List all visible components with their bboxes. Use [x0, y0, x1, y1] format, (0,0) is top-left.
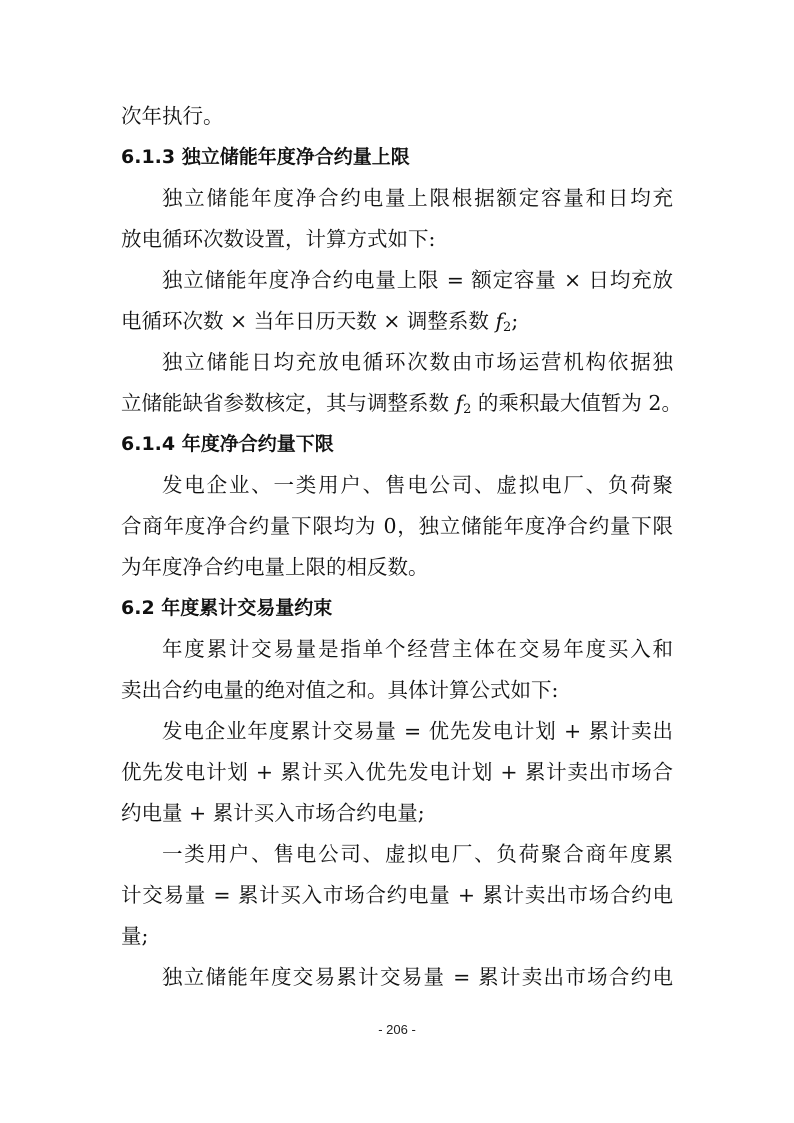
- formula-line: 优先发电计划 + 累计买入优先发电计划 + 累计卖出市场合: [121, 760, 673, 784]
- variable-f: f: [495, 309, 504, 333]
- formula-line: 独立储能年度净合约电量上限 = 额定容量 × 日均充放: [162, 268, 673, 292]
- variable-f: f: [455, 391, 464, 415]
- formula-text: 电循环次数 × 当年日历天数 × 调整系数: [121, 309, 496, 333]
- section-heading-6-2: 6.2 年度累计交易量约束: [121, 597, 333, 619]
- paragraph-line: 卖出合约电量的绝对值之和。具体计算公式如下:: [121, 678, 559, 702]
- paragraph-line: 为年度净合约电量上限的相反数。: [121, 555, 429, 579]
- paragraph-text-end: 的乘积最大值暂为 2。: [471, 391, 682, 415]
- variable-subscript: 2: [503, 320, 512, 335]
- paragraph-line: 放电循环次数设置，计算方式如下:: [121, 227, 436, 251]
- formula-end: ;: [511, 309, 519, 333]
- paragraph-line: 独立储能年度净合约电量上限根据额定容量和日均充: [162, 186, 673, 210]
- paragraph-line: 年度累计交易量是指单个经营主体在交易年度买入和: [162, 637, 673, 661]
- document-body: [121, 96, 682, 998]
- paragraph-line: 独立储能日均充放电循环次数由市场运营机构依据独: [162, 350, 673, 374]
- page-number: - 206 -: [378, 1022, 416, 1037]
- formula-line: 约电量 + 累计买入市场合约电量;: [121, 801, 425, 825]
- formula-line: 计交易量 = 累计买入市场合约电量 + 累计卖出市场合约电: [121, 883, 673, 907]
- section-heading-6-1-4: 6.1.4 年度净合约量下限: [121, 433, 334, 455]
- paragraph-line: [121, 383, 682, 424]
- formula-line: 一类用户、售电公司、虚拟电厂、负荷聚合商年度累: [162, 842, 673, 866]
- variable-subscript: 2: [463, 402, 472, 417]
- paragraph-line: 发电企业、一类用户、售电公司、虚拟电厂、负荷聚: [162, 473, 673, 497]
- section-heading-6-1-3: 6.1.3 独立储能年度净合约量上限: [121, 146, 410, 168]
- formula-line: [121, 301, 673, 342]
- paragraph-text: 立储能缺省参数核定，其与调整系数: [121, 391, 456, 415]
- formula-line: 量;: [121, 924, 149, 948]
- paragraph-line: 合商年度净合约量下限均为 0，独立储能年度净合约量下限: [121, 514, 673, 538]
- formula-line: 独立储能年度交易累计交易量 = 累计卖出市场合约电: [162, 965, 673, 989]
- paragraph-line: 次年执行。: [121, 104, 224, 128]
- formula-line: 发电企业年度累计交易量 = 优先发电计划 + 累计卖出: [162, 719, 673, 743]
